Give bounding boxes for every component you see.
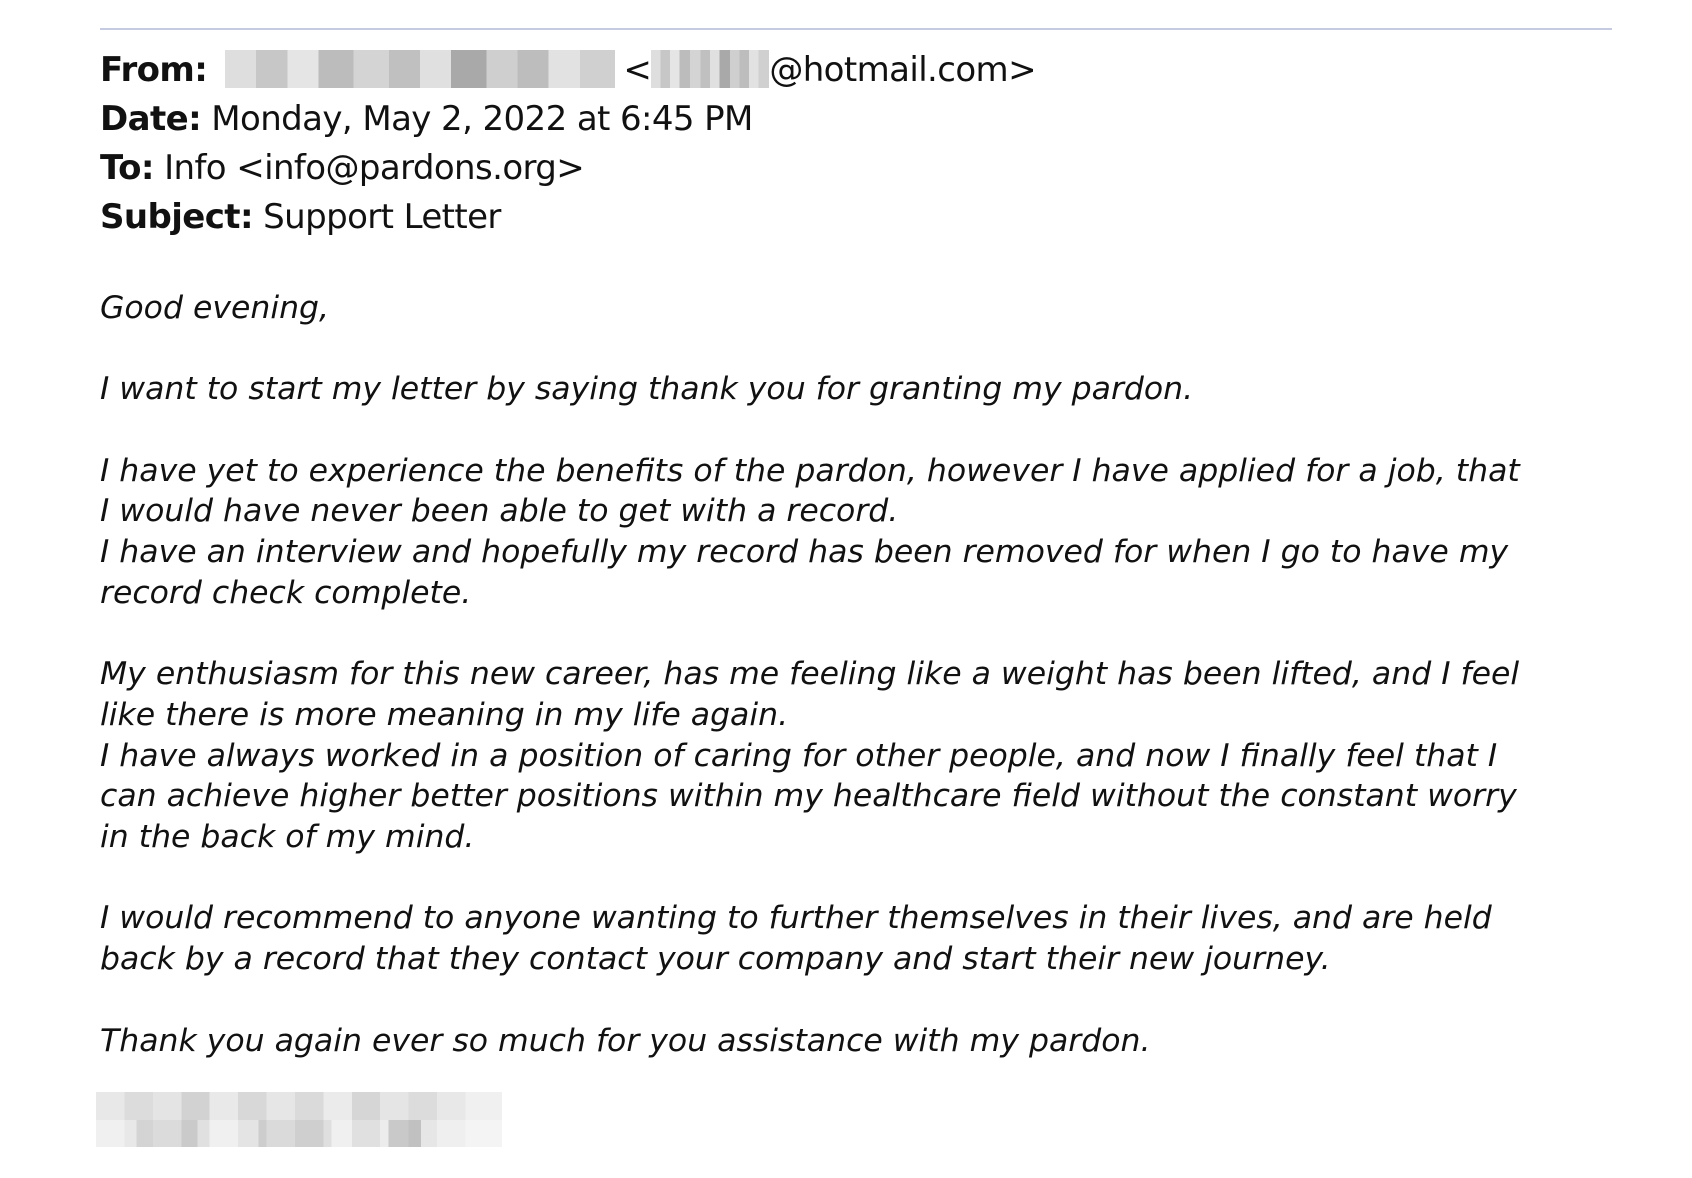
subject-label: Subject: — [100, 197, 253, 237]
from-label: From: — [100, 50, 208, 90]
body-line: I have always worked in a position of caring for other people, and now I finally feel that I — [100, 737, 1498, 774]
redacted-sender-username — [651, 50, 769, 88]
body-line: like there is more meaning in my life again. — [100, 696, 789, 733]
from-line — [100, 46, 1612, 95]
greeting-text: Good evening, — [100, 290, 330, 326]
body-line: I have an interview and hopefully my record has been removed for when I go to have my — [100, 534, 1509, 571]
body-line: back by a record that they contact your company and start their new journey. — [100, 941, 1331, 978]
greeting — [100, 288, 1612, 329]
body-line: I would recommend to anyone wanting to further themselves in their lives, and are held — [100, 900, 1492, 937]
paragraph-recommend — [100, 898, 1612, 979]
subject-value: Support Letter — [263, 197, 501, 237]
date-value: Monday, May 2, 2022 at 6:45 PM — [211, 99, 753, 139]
paragraph-career — [100, 654, 1612, 858]
subject-line — [100, 193, 1612, 242]
from-address-open: < — [623, 50, 652, 90]
header-divider — [100, 28, 1612, 30]
to-label: To: — [100, 148, 154, 188]
paragraph-thanks — [100, 369, 1612, 410]
body-line: I want to start my letter by saying thank you for granting my pardon. — [100, 371, 1194, 408]
email-message — [100, 28, 1612, 1102]
body-line: I would have never been able to get with a record. — [100, 493, 899, 530]
email-headers — [100, 46, 1612, 242]
body-line: My enthusiasm for this new career, has me feeling like a weight has been lifted, and I feel — [100, 656, 1520, 693]
paragraph-closing — [100, 1021, 1612, 1062]
body-line: I have yet to experience the benefits of the pardon, however I have applied for a job, that — [100, 452, 1520, 489]
body-line: record check complete. — [100, 574, 472, 611]
redacted-signature — [96, 1092, 502, 1147]
to-line — [100, 144, 1612, 193]
to-value[interactable]: Info <info@pardons.org> — [164, 148, 585, 188]
date-line — [100, 95, 1612, 144]
email-body — [100, 288, 1612, 1061]
body-line: in the back of my mind. — [100, 819, 475, 856]
redacted-sender-name — [225, 50, 615, 88]
date-label: Date: — [100, 99, 202, 139]
from-address-domain: @hotmail.com> — [769, 50, 1036, 90]
body-line: Thank you again ever so much for you assistance with my pardon. — [100, 1022, 1151, 1059]
paragraph-job — [100, 451, 1612, 614]
body-line: can achieve higher better positions within my healthcare field without the constant worry — [100, 778, 1517, 815]
